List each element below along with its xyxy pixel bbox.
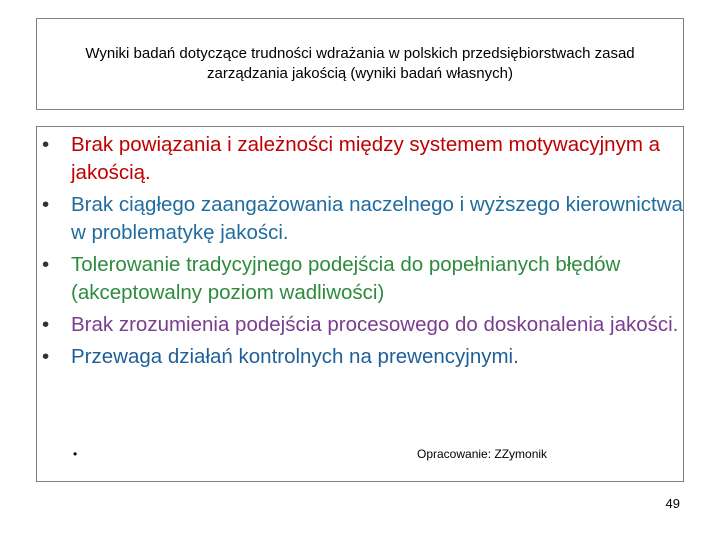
bullet-marker: • (42, 133, 50, 156)
bullet-marker: • (42, 313, 50, 336)
bullet-marker: • (42, 345, 50, 368)
bullet-item-3 (37, 251, 683, 307)
page-number: 49 (665, 496, 680, 511)
content-box (36, 126, 684, 482)
bullet-text: Brak ciągłego zaangażowania naczelnego i wyższego kierownictwa w problematykę jakości. (71, 193, 683, 244)
title-box (36, 18, 684, 110)
source-credit: Opracowanie: ZZymonik (417, 447, 548, 461)
footer-bullet: • (73, 447, 78, 461)
bullet-item-1 (37, 131, 683, 187)
bullet-text: Brak powiązania i zależności między systemem motywacyjnym a jakością. (71, 133, 661, 184)
bullet-text: Przewaga działań kontrolnych na prewencyjnymi. (71, 345, 519, 368)
bullet-marker: • (42, 193, 50, 216)
slide-title: Wyniki badań dotyczące trudności wdrażania w polskich przedsiębiorstwach zasad zarządzania jakością (wyniki badań własnych) (85, 45, 635, 82)
bullet-list (37, 131, 683, 375)
bullet-text: Brak zrozumienia podejścia procesowego do doskonalenia jakości. (71, 313, 679, 336)
bullet-item-5 (37, 343, 683, 371)
bullet-item-4 (37, 311, 683, 339)
bullet-text: Tolerowanie tradycyjnego podejścia do popełnianych błędów (akceptowalny poziom wadliwości) (71, 253, 621, 304)
bullet-item-2 (37, 191, 683, 247)
bullet-marker: • (42, 253, 50, 276)
